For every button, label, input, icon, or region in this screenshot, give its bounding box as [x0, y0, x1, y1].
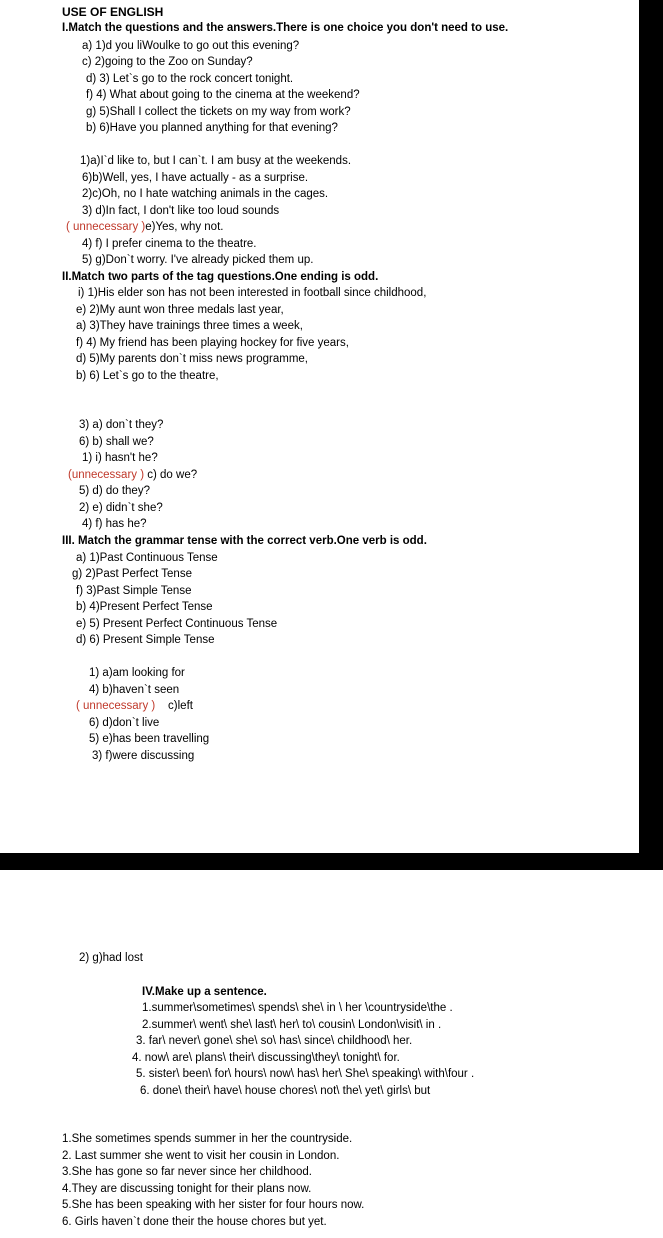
worksheet-page-2: [0, 870, 663, 1238]
question-line: d) 3) Let`s go to the rock concert tonight.: [86, 73, 294, 85]
prompt-line: 4. now\ are\ plans\ their\ discussing\they\ tonight\ for.: [132, 1052, 400, 1064]
scan-edge: [639, 0, 663, 870]
tense-line: b) 4)Present Perfect Tense: [76, 601, 213, 613]
answer-text: e)Yes, why not.: [145, 221, 224, 233]
section-1-heading: I.Match the questions and the answers.There is one choice you don't need to use.: [62, 22, 509, 34]
prompt-line: 2.summer\ went\ she\ last\ her\ to\ cousin\ London\visit\ in .: [142, 1019, 442, 1031]
tag-line: 1) i) hasn't he?: [82, 452, 158, 464]
question-line: f) 4) What about going to the cinema at the weekend?: [86, 89, 360, 101]
section-4-heading: IV.Make up a sentence.: [142, 986, 267, 998]
tag-text: c) do we?: [144, 469, 198, 481]
tense-line: d) 6) Present Simple Tense: [76, 634, 215, 646]
question-line: a) 1)d you liWoulke to go out this evening?: [82, 40, 300, 52]
tag-line: 2) e) didn`t she?: [79, 502, 163, 514]
tag-line: 5) d) do they?: [79, 485, 150, 497]
verb-line: 2) g)had lost: [79, 952, 143, 964]
answer-line-unnecessary: [66, 220, 223, 234]
verb-line-unnecessary: [76, 699, 193, 713]
sentence-line: i) 1)His elder son has not been interested in football since childhood,: [78, 287, 427, 299]
answer-line: 3) d)In fact, I don't like too loud sounds: [82, 205, 280, 217]
sentence-line: d) 5)My parents don`t miss news programme,: [76, 353, 308, 365]
tense-line: e) 5) Present Perfect Continuous Tense: [76, 618, 278, 630]
unnecessary-marker: ( unnecessary ): [66, 221, 146, 233]
question-line: c) 2)going to the Zoo on Sunday?: [82, 56, 253, 68]
answer-line: 4) f) I prefer cinema to the theatre.: [82, 238, 257, 250]
question-line: b) 6)Have you planned anything for that evening?: [86, 122, 338, 134]
verb-line: 5) e)has been travelling: [89, 733, 210, 745]
answer-line: 6)b)Well, yes, I have actually - as a surprise.: [82, 172, 309, 184]
tag-line-unnecessary: [68, 468, 197, 482]
answer-line: 1)a)I`d like to, but I can`t. I am busy at the weekends.: [80, 155, 352, 167]
tense-line: g) 2)Past Perfect Tense: [72, 568, 192, 580]
sentence-line: f) 4) My friend has been playing hockey for five years,: [76, 337, 349, 349]
sentence-answer: 3.She has gone so far never since her childhood.: [62, 1166, 312, 1178]
unnecessary-marker: (unnecessary ): [68, 469, 145, 481]
tag-line: 3) a) don`t they?: [79, 419, 164, 431]
sentence-answer: 1.She sometimes spends summer in her the countryside.: [62, 1133, 353, 1145]
verb-text: c)left: [155, 700, 193, 712]
page-title: USE OF ENGLISH: [62, 5, 164, 19]
sentence-line: b) 6) Let`s go to the theatre,: [76, 370, 219, 382]
question-line: g) 5)Shall I collect the tickets on my way from work?: [86, 106, 351, 118]
prompt-line: 1.summer\sometimes\ spends\ she\ in \ her \countryside\the .: [142, 1002, 453, 1014]
sentence-answer: 2. Last summer she went to visit her cousin in London.: [62, 1150, 340, 1162]
sentence-line: e) 2)My aunt won three medals last year,: [76, 304, 284, 316]
sentence-answer: 4.They are discussing tonight for their plans now.: [62, 1183, 312, 1195]
answer-line: 5) g)Don`t worry. I've already picked them up.: [82, 254, 314, 266]
tag-line: 6) b) shall we?: [79, 436, 154, 448]
sentence-answer: 6. Girls haven`t done their the house chores but yet.: [62, 1216, 327, 1228]
prompt-line: 3. far\ never\ gone\ she\ so\ has\ since\ childhood\ her.: [136, 1035, 413, 1047]
section-2-heading: II.Match two parts of the tag questions.One ending is odd.: [62, 271, 379, 283]
verb-line: 4) b)haven`t seen: [89, 684, 180, 696]
sentence-answer: 5.She has been speaking with her sister for four hours now.: [62, 1199, 365, 1211]
section-3-heading: III. Match the grammar tense with the correct verb.One verb is odd.: [62, 535, 427, 547]
sentence-line: a) 3)They have trainings three times a week,: [76, 320, 303, 332]
prompt-line: 5. sister\ been\ for\ hours\ now\ has\ her\ She\ speaking\ with\four .: [136, 1068, 475, 1080]
verb-line: 1) a)am looking for: [89, 667, 185, 679]
prompt-line: 6. done\ their\ have\ house chores\ not\ the\ yet\ girls\ but: [140, 1085, 431, 1097]
tense-line: f) 3)Past Simple Tense: [76, 585, 192, 597]
page-separator: [0, 853, 663, 870]
verb-line: 3) f)were discussing: [92, 750, 195, 762]
unnecessary-marker: ( unnecessary ): [76, 700, 156, 712]
answer-line: 2)c)Oh, no I hate watching animals in the cages.: [82, 188, 329, 200]
tag-line: 4) f) has he?: [82, 518, 147, 530]
verb-line: 6) d)don`t live: [89, 717, 160, 729]
tense-line: a) 1)Past Continuous Tense: [76, 552, 218, 564]
